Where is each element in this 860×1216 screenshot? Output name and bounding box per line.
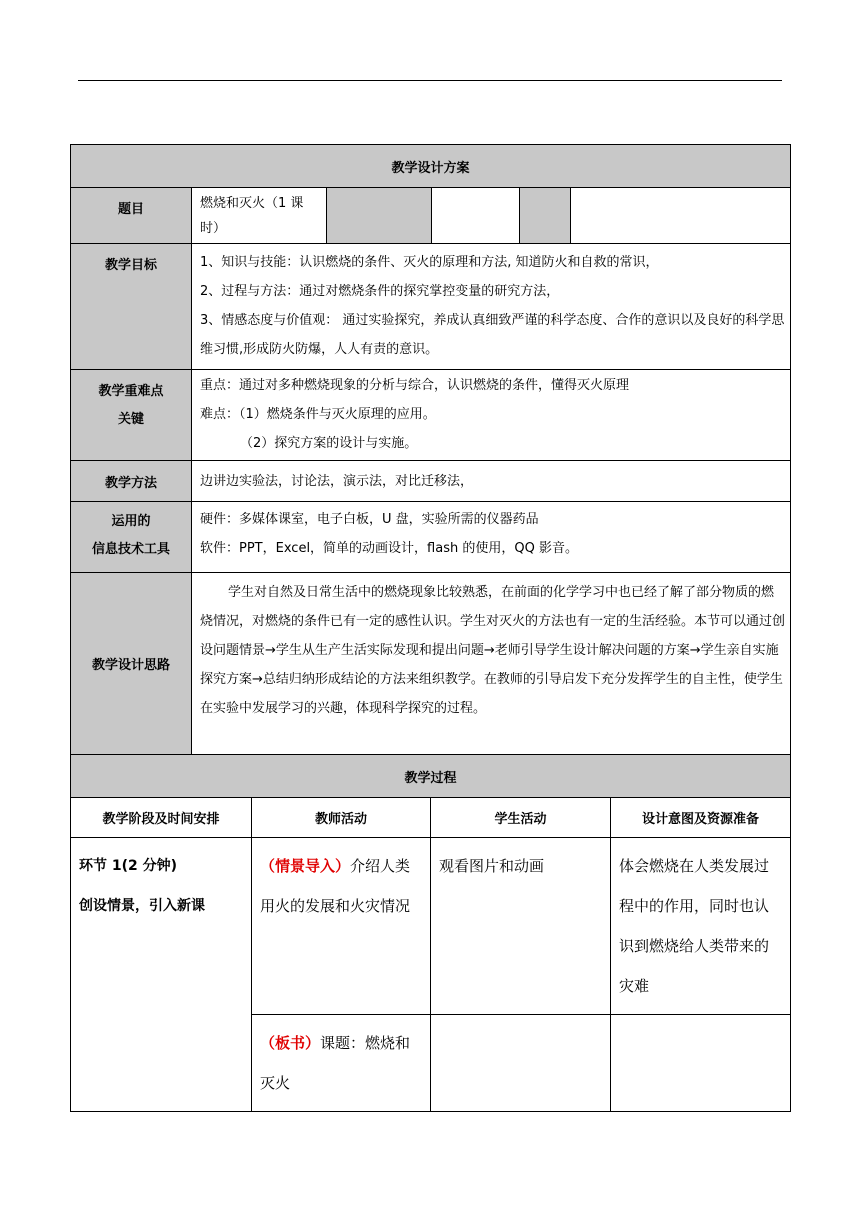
approach-label: 教学设计思路: [71, 573, 192, 755]
tools-label-line-1: 运用的: [111, 514, 151, 529]
design-plan-table: [70, 144, 791, 755]
topic-blank-cell-2: [432, 188, 520, 244]
approach-text: 学生对自然及日常生活中的燃烧现象比较熟悉，在前面的化学学习中也已经了解了部分物质的燃烧情况，对燃烧的条件已有一定的感性认识。学生对灭火的方法也有一定的生活经验。本节可以通过创设问题情景→学生从生产生活实际发现和提出问题→老师引导学生设计解决问题的方案→学生亲自实施探究方案→总结归纳形成结论的方法来组织教学。在教师的引导启发下充分发挥学生的自主性，使学生在实验中发展学习的兴趣，体现科学探究的过程。: [192, 573, 791, 755]
student-activity-1: 观看图片和动画: [431, 838, 611, 1015]
difficulty-1: 难点：（1）燃烧条件与灭火原理的应用。: [200, 407, 436, 422]
teaching-process-table: [70, 754, 791, 1112]
design-plan-title: 教学设计方案: [71, 145, 791, 188]
teacher-tag-2: （板书）: [260, 1034, 321, 1052]
methods-value: 边讲边实验法，讨论法，演示法，对比迁移法，: [192, 461, 791, 502]
key-points-label-line-1: 教学重难点: [98, 384, 164, 399]
design-intent-2: [611, 1015, 791, 1112]
teacher-activity-2: [252, 1015, 431, 1112]
methods-label: 教学方法: [71, 461, 192, 502]
key-points-content: [192, 370, 791, 461]
goals-label: 教学目标: [71, 244, 192, 370]
topic-label: 题目: [71, 188, 192, 244]
goal-line-2: 2、过程与方法：通过对燃烧条件的探究掌控变量的研究方法，: [200, 284, 560, 299]
tools-hardware: 硬件：多媒体课室，电子白板，U 盘，实验所需的仪器药品: [200, 512, 539, 527]
header-intent: 设计意图及资源准备: [611, 798, 791, 838]
stage-line-2: 创设情景，引入新课: [79, 898, 205, 914]
teacher-tag-1: （情景导入）: [260, 857, 351, 875]
goals-content: [192, 244, 791, 370]
tools-label-line-2: 信息技术工具: [91, 542, 170, 557]
teacher-text-2: 课题：燃烧和灭火: [260, 1034, 411, 1092]
tools-label: [71, 502, 192, 573]
stage-cell: [71, 838, 252, 1112]
page-header-rule: [78, 80, 782, 81]
teacher-text-1: 介绍人类用火的发展和火灾情况: [260, 857, 411, 915]
header-teacher: 教师活动: [252, 798, 431, 838]
topic-blank-cell-4: [571, 188, 791, 244]
topic-value: 燃烧和灭火（1 课时）: [192, 188, 327, 244]
topic-blank-cell-1: [327, 188, 432, 244]
stage-line-1: 环节 1(2 分钟): [79, 858, 178, 874]
difficulty-2: （2）探究方案的设计与实施。: [240, 436, 418, 451]
key-points-label-line-2: 关键: [117, 412, 144, 427]
header-student: 学生活动: [431, 798, 611, 838]
topic-blank-cell-3: [520, 188, 571, 244]
design-intent-1: 体会燃烧在人类发展过程中的作用，同时也认识到燃烧给人类带来的灾难: [611, 838, 791, 1015]
goal-line-3: 3、情感态度与价值观： 通过实验探究，养成认真细致严谨的科学态度、合作的意识以及良好的科学思维习惯,形成防火防爆，人人有责的意识。: [200, 313, 785, 357]
header-stage: 教学阶段及时间安排: [71, 798, 252, 838]
process-title: 教学过程: [71, 755, 791, 798]
goal-line-1: 1、知识与技能：认识燃烧的条件、灭火的原理和方法, 知道防火和自救的常识，: [200, 255, 659, 270]
student-activity-2: [431, 1015, 611, 1112]
tools-software: 软件：PPT，Excel，简单的动画设计，flash 的使用，QQ 影音。: [200, 541, 578, 556]
focus-point: 重点：通过对多种燃烧现象的分析与综合，认识燃烧的条件，懂得灭火原理: [200, 378, 630, 393]
key-points-label: [71, 370, 192, 461]
tools-content: [192, 502, 791, 573]
teacher-activity-1: [252, 838, 431, 1015]
